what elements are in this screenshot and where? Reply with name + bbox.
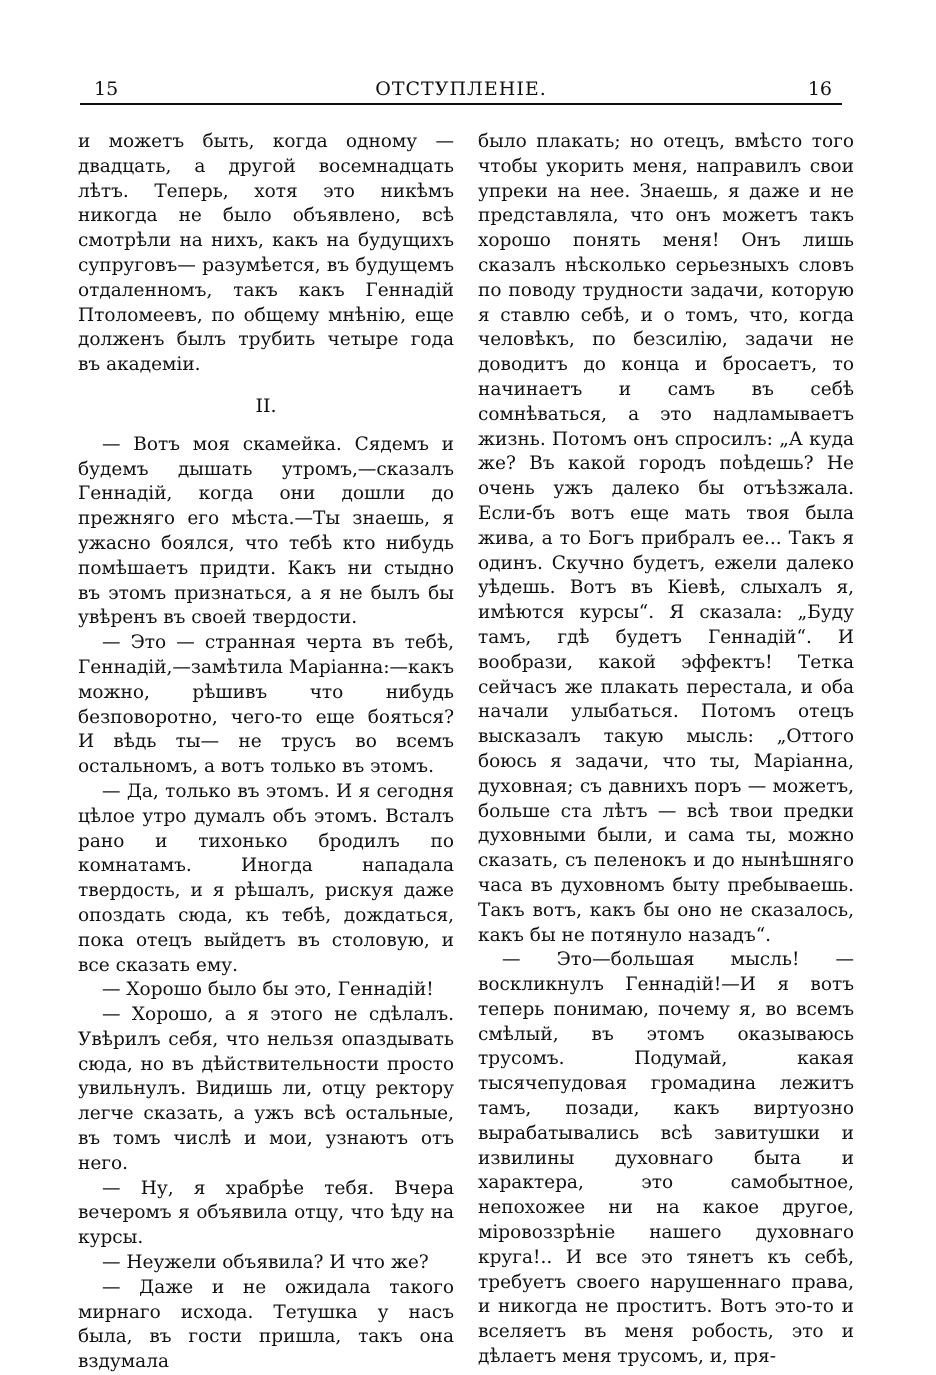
running-title: ОТСТУПЛЕНIЕ. [375,78,547,100]
left-column [78,130,454,1375]
paragraph: и можетъ быть, когда одному — двадцать, а другой восемнадцать лѣтъ. Теперь, хотя это никѣмъ никогда не было объявлено, всѣ смотрѣли на нихъ, какъ на будущихъ супруговъ— разумѣется, въ будущемъ отдаленномъ, такъ какъ Геннадій Птоломеевъ, по общему мнѣнію, еще долженъ былъ трубить четыре года въ академіи. [78,131,454,376]
paragraph: — Ну, я храбрѣе тебя. Вчера вечеромъ я объявила отцу, что ѣду на курсы. [78,1177,454,1249]
paragraph: было плакать; но отецъ, вмѣсто того чтобы укорить меня, направилъ свои упреки на нее. Знаешь, я даже и не представляла, что онъ можетъ такъ хорошо понять меня! Онъ лишь сказалъ нѣсколько серьезныхъ словъ по поводу трудности задачи, которую я ставлю себѣ, и о томъ, что, когда человѣкъ, по безсилію, задачи не доводитъ до конца и бросаетъ, то начинаетъ и самъ въ себѣ сомнѣваться, а это надламываетъ жизнь. Потомъ онъ спросилъ: „А куда же? Въ какой городъ поѣдешь? Не очень ужъ далеко бы отъѣзжала. Если-бъ вотъ еще мать твоя была жива, а то Богъ прибралъ ее... Такъ я одинъ. Скучно будетъ, ежели далеко уѣдешь. Вотъ въ Кіевѣ, слыхалъ я, имѣются курсы“. Я сказала: „Буду тамъ, гдѣ будетъ Геннадій“. И вообрази, какой эффектъ! Тетка сейчасъ же плакать перестала, и оба начали улыбаться. Потомъ отецъ высказалъ такую мысль: „Оттого боюсь я задачи, что ты, Маріанна, духовная; съ давнихъ поръ — можетъ, больше ста лѣтъ — всѣ твои предки духовными были, и сама ты, можно сказать, съ пеленокъ и до нынѣшняго часа въ духовномъ быту пребываешь. Такъ вотъ, какъ бы оно не сказалось, какъ бы не потянуло назадъ“. [478,131,854,946]
paragraph: — Хорошо, а я этого не сдѣлалъ. Увѣрилъ себя, что нельзя опаздывать сюда, но въ дѣйствительности просто увильнулъ. Видишь ли, отцу ректору легче сказать, а ужъ всѣ остальные, въ томъ числѣ и мои, узнаютъ отъ него. [78,1004,454,1174]
paragraph: — Это — странная черта въ тебѣ, Геннадій,—замѣтила Маріанна:—какъ можно, рѣшивъ что нибудь безповоротно, чего-то еще бояться? И вѣдь ты— не трусъ во всемъ остальномъ, а вотъ только въ этомъ. [78,632,454,778]
header-rule [80,103,842,105]
section-heading: II. [255,394,277,417]
paragraph: — Вотъ моя скамейка. Сядемъ и будемъ дышать утромъ,—сказалъ Геннадій, когда они дошли до прежняго его мѣста.—Ты знаешь, я ужасно боялся, что тебѣ кто нибудь помѣшаетъ придти. Какъ ни стыдно въ этомъ признаться, а я не былъ бы увѣренъ въ своей твердости. [78,433,454,629]
column-gutter [466,120,467,1250]
paragraph: — Это—большая мысль! — воскликнулъ Геннадій!—И я вотъ теперь понимаю, почему я, во всемъ смѣлый, въ этомъ оказываюсь трусомъ. Подумай, какая тысячепудовая громадина лежитъ тамъ, позади, какъ виртуозно вырабатывались всѣ завитушки и извилины духовнаго быта и характера, это самобытное, непохожее ни на какое другое, міровоззрѣніе нашего духовнаго круга!.. И все это тянетъ къ себѣ, требуетъ своего нарушеннаго права, и никогда не проститъ. Вотъ это-то и вселяетъ въ меня робость, это и дѣлаетъ меня трусомъ, и, пря- [478,949,854,1368]
running-header [80,78,842,104]
paragraph: — Даже и не ожидала такого мирнаго исхода. Тетушка у насъ была, въ гости пришла, такъ она вздумала [78,1276,454,1373]
page-number-left: 15 [94,78,119,100]
right-column [478,130,854,1370]
paragraph: — Хорошо было бы это, Геннадій! [102,979,434,1001]
paragraph: — Да, только въ этомъ. И я сегодня цѣлое утро думалъ объ этомъ. Всталъ рано и тихонько бродилъ по комнатамъ. Иногда нападала твердость, и я рѣшалъ, рискуя даже опоздать сюда, къ тебѣ, дождаться, пока отецъ выйдетъ въ столовую, и все сказать ему. [78,780,454,976]
page-number-right: 16 [807,78,832,100]
paragraph: — Неужели объявила? И что же? [102,1252,429,1274]
